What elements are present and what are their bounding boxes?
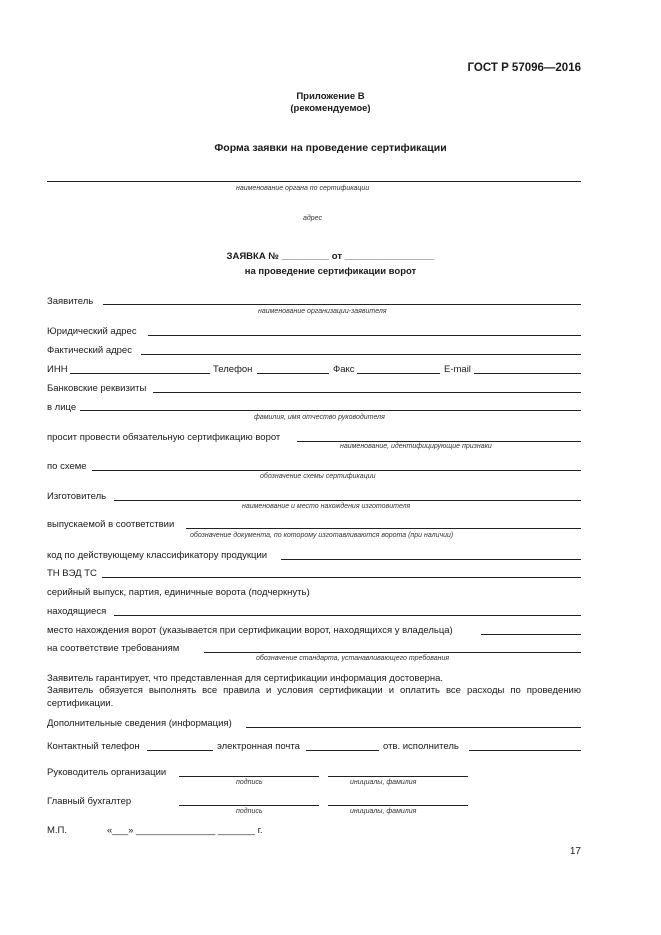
label-contact-phone: Контактный телефон (47, 741, 140, 752)
annex-status: (рекомендуемое) (290, 103, 371, 114)
form-title: Форма заявки на проведение сертификации (214, 142, 447, 154)
manufacturer-field[interactable] (114, 500, 581, 501)
accountant-signature-field[interactable] (179, 805, 319, 806)
contact-phone-field[interactable] (147, 750, 213, 751)
inn-field[interactable] (70, 373, 210, 374)
label-inn: ИНН (47, 364, 68, 375)
label-bank: Банковские реквизиты (47, 383, 147, 394)
label-location: место нахождения ворот (указывается при сертификации ворот, находящихся у владельца) (47, 625, 453, 636)
located-field[interactable] (114, 615, 581, 616)
label-email: E-mail (444, 364, 471, 375)
caption-person: фамилия, имя отчество руководителя (254, 414, 385, 421)
legal-address-field[interactable] (148, 335, 581, 336)
organ-line[interactable] (47, 181, 581, 182)
email-field[interactable] (474, 373, 581, 374)
actual-address-field[interactable] (141, 354, 581, 355)
caption-product: наименование, идентифицирующие признаки (340, 443, 492, 450)
label-produced: выпускаемой в соответствии (47, 519, 175, 530)
caption-standard: обозначение стандарта, устанавливающего требования (256, 655, 450, 662)
label-compliance: на соответствие требованиям (47, 643, 180, 654)
label-legal-address: Юридический адрес (47, 326, 137, 337)
bank-field[interactable] (153, 392, 581, 393)
request-title: ЗАЯВКА № _________ от _________________ (226, 251, 435, 262)
additional-field[interactable] (246, 727, 581, 728)
label-request-cert: просит провести обязательную сертификацию ворот (47, 432, 281, 443)
label-tnved: ТН ВЭД ТС (47, 568, 97, 579)
standard-code: ГОСТ Р 57096—2016 (467, 62, 581, 74)
location-field[interactable] (481, 634, 581, 635)
annex-title: Приложение В (296, 91, 365, 102)
caption-applicant: наименование организации-заявителя (258, 308, 387, 315)
director-initials-field[interactable] (328, 776, 468, 777)
director-signature-field[interactable] (179, 776, 319, 777)
caption-initials-1: инициалы, фамилия (350, 779, 417, 786)
accountant-initials-field[interactable] (328, 805, 468, 806)
label-contact-email: электронная почта (217, 741, 300, 752)
scheme-field[interactable] (92, 470, 581, 471)
date-field[interactable]: «___» _______________ _______ г. (107, 825, 263, 836)
label-batch: серийный выпуск, партия, единичные ворота (подчеркнуть) (47, 587, 310, 598)
compliance-field[interactable] (204, 652, 581, 653)
tnved-field[interactable] (102, 577, 581, 578)
caption-documents: обозначение документа, по которому изготавливаются ворота (при наличии) (190, 532, 454, 539)
fax-field[interactable] (357, 373, 440, 374)
caption-organ: наименование органа по сертификации (236, 185, 370, 192)
contact-email-field[interactable] (306, 750, 379, 751)
label-applicant: Заявитель (47, 296, 94, 307)
label-director: Руководитель организации (47, 767, 167, 778)
caption-address: адрес (303, 215, 322, 222)
documents-field[interactable] (186, 528, 581, 529)
person-field[interactable] (80, 410, 581, 411)
label-accountant: Главный бухгалтер (47, 796, 132, 807)
caption-signature-1: подпись (236, 779, 263, 786)
label-phone: Телефон (213, 364, 253, 375)
caption-scheme: обозначение схемы сертификации (260, 473, 376, 480)
label-seal: М.П. (47, 825, 68, 836)
label-person: в лице (47, 402, 77, 413)
classifier-field[interactable] (281, 559, 581, 560)
caption-manufacturer: наименование и место нахождения изготовителя (242, 503, 411, 510)
obligation-paragraph: Заявитель обязуется выполнять все правила и условия сертификации и оплатить все расходы по проведению сертификации. (47, 685, 581, 709)
guarantee-paragraph: Заявитель гарантирует, что представленная для сертификации информация достоверна. (47, 673, 444, 684)
label-manufacturer: Изготовитель (47, 491, 107, 502)
caption-initials-2: инициалы, фамилия (350, 808, 417, 815)
executor-field[interactable] (469, 750, 581, 751)
label-scheme: по схеме (47, 461, 87, 472)
applicant-field[interactable] (103, 304, 581, 305)
label-additional: Дополнительные сведения (информация) (47, 718, 232, 729)
label-classifier: код по действующему классификатору продукции (47, 550, 268, 561)
label-located: находящиеся (47, 606, 107, 617)
phone-field[interactable] (257, 373, 329, 374)
page-number: 17 (569, 846, 581, 857)
caption-signature-2: подпись (236, 808, 263, 815)
label-executor: отв. исполнитель (383, 741, 459, 752)
product-field[interactable] (297, 441, 581, 442)
label-actual-address: Фактический адрес (47, 345, 132, 356)
request-subtitle: на проведение сертификации ворот (244, 266, 417, 277)
label-fax: Факс (333, 364, 355, 375)
